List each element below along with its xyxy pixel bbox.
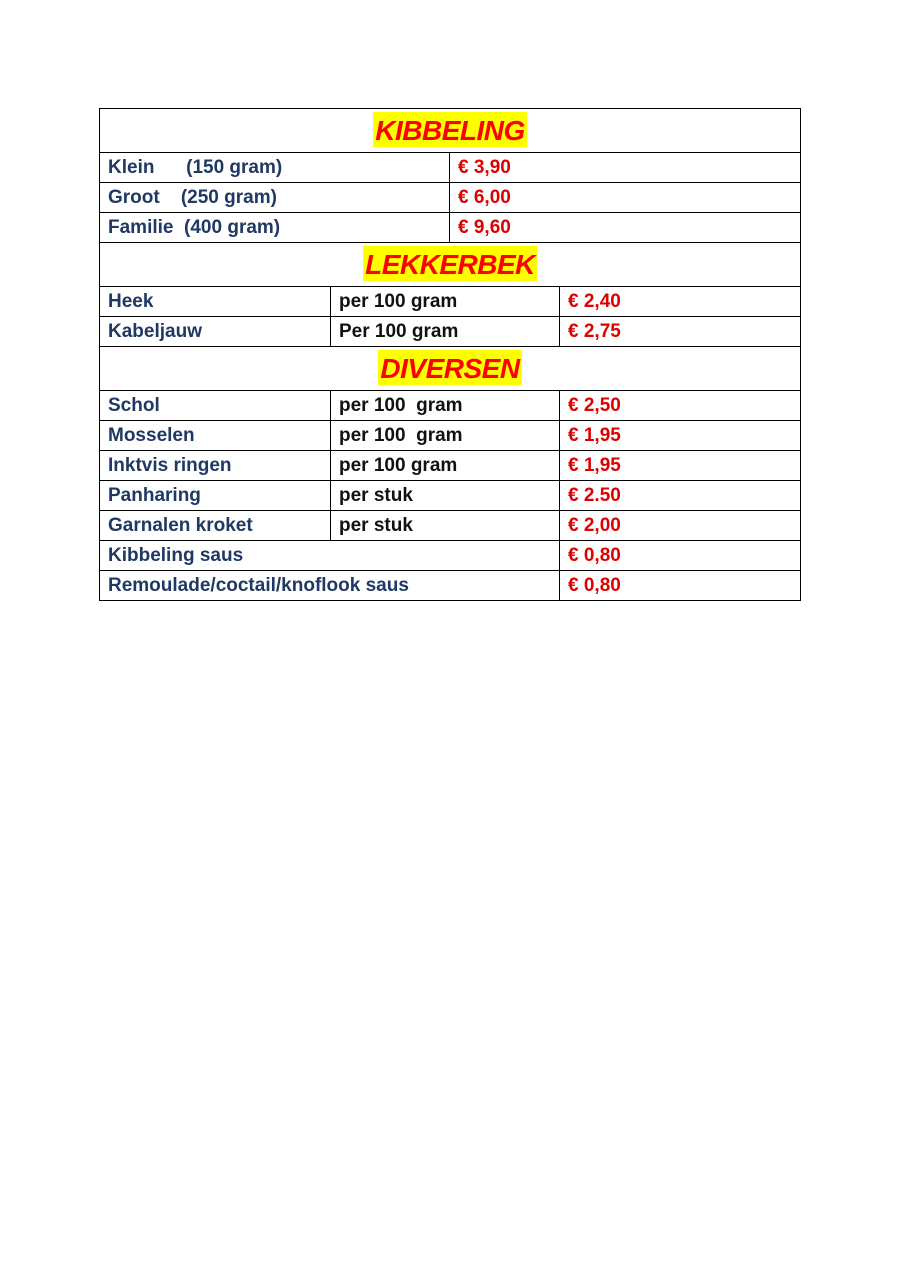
section-title: KIBBELING	[373, 112, 527, 147]
item-price: € 2,50	[560, 391, 801, 421]
section-header-kibbeling	[100, 109, 801, 153]
item-name: Garnalen kroket	[100, 511, 331, 541]
item-name: Mosselen	[100, 421, 331, 451]
item-name: Kibbeling saus	[100, 541, 560, 571]
price-list-table	[99, 108, 801, 601]
item-name: Kabeljauw	[100, 317, 331, 347]
table-row	[100, 287, 801, 317]
item-unit: per stuk	[331, 481, 560, 511]
item-unit: per 100 gram	[331, 451, 560, 481]
item-unit: per stuk	[331, 511, 560, 541]
section-header-row	[100, 347, 801, 391]
item-price: € 0,80	[560, 541, 801, 571]
table-row	[100, 183, 801, 213]
section-header-row	[100, 243, 801, 287]
item-unit: Per 100 gram	[331, 317, 560, 347]
item-price: € 1,95	[560, 451, 801, 481]
table-row	[100, 153, 801, 183]
table-row	[100, 481, 801, 511]
item-name: Remoulade/coctail/knoflook saus	[100, 571, 560, 601]
item-price: € 0,80	[560, 571, 801, 601]
section-header-row	[100, 109, 801, 153]
table-row	[100, 541, 801, 571]
item-name: Panharing	[100, 481, 331, 511]
table-row	[100, 451, 801, 481]
item-name: Familie (400 gram)	[100, 213, 450, 243]
table-row	[100, 317, 801, 347]
item-unit: per 100 gram	[331, 287, 560, 317]
item-unit: per 100 gram	[331, 421, 560, 451]
item-price: € 9,60	[450, 213, 801, 243]
item-price: € 6,00	[450, 183, 801, 213]
item-price: € 2,40	[560, 287, 801, 317]
section-title: LEKKERBEK	[363, 246, 537, 281]
section-header-diversen	[100, 347, 801, 391]
item-name: Heek	[100, 287, 331, 317]
table-row	[100, 391, 801, 421]
item-name: Inktvis ringen	[100, 451, 331, 481]
item-unit: per 100 gram	[331, 391, 560, 421]
item-price: € 1,95	[560, 421, 801, 451]
table-row	[100, 571, 801, 601]
table-row	[100, 213, 801, 243]
table-row	[100, 421, 801, 451]
item-price: € 2.50	[560, 481, 801, 511]
item-price: € 2,75	[560, 317, 801, 347]
table-row	[100, 511, 801, 541]
item-name: Groot (250 gram)	[100, 183, 450, 213]
item-price: € 3,90	[450, 153, 801, 183]
section-title: DIVERSEN	[378, 350, 521, 385]
item-price: € 2,00	[560, 511, 801, 541]
item-name: Klein (150 gram)	[100, 153, 450, 183]
section-header-lekkerbek	[100, 243, 801, 287]
item-name: Schol	[100, 391, 331, 421]
